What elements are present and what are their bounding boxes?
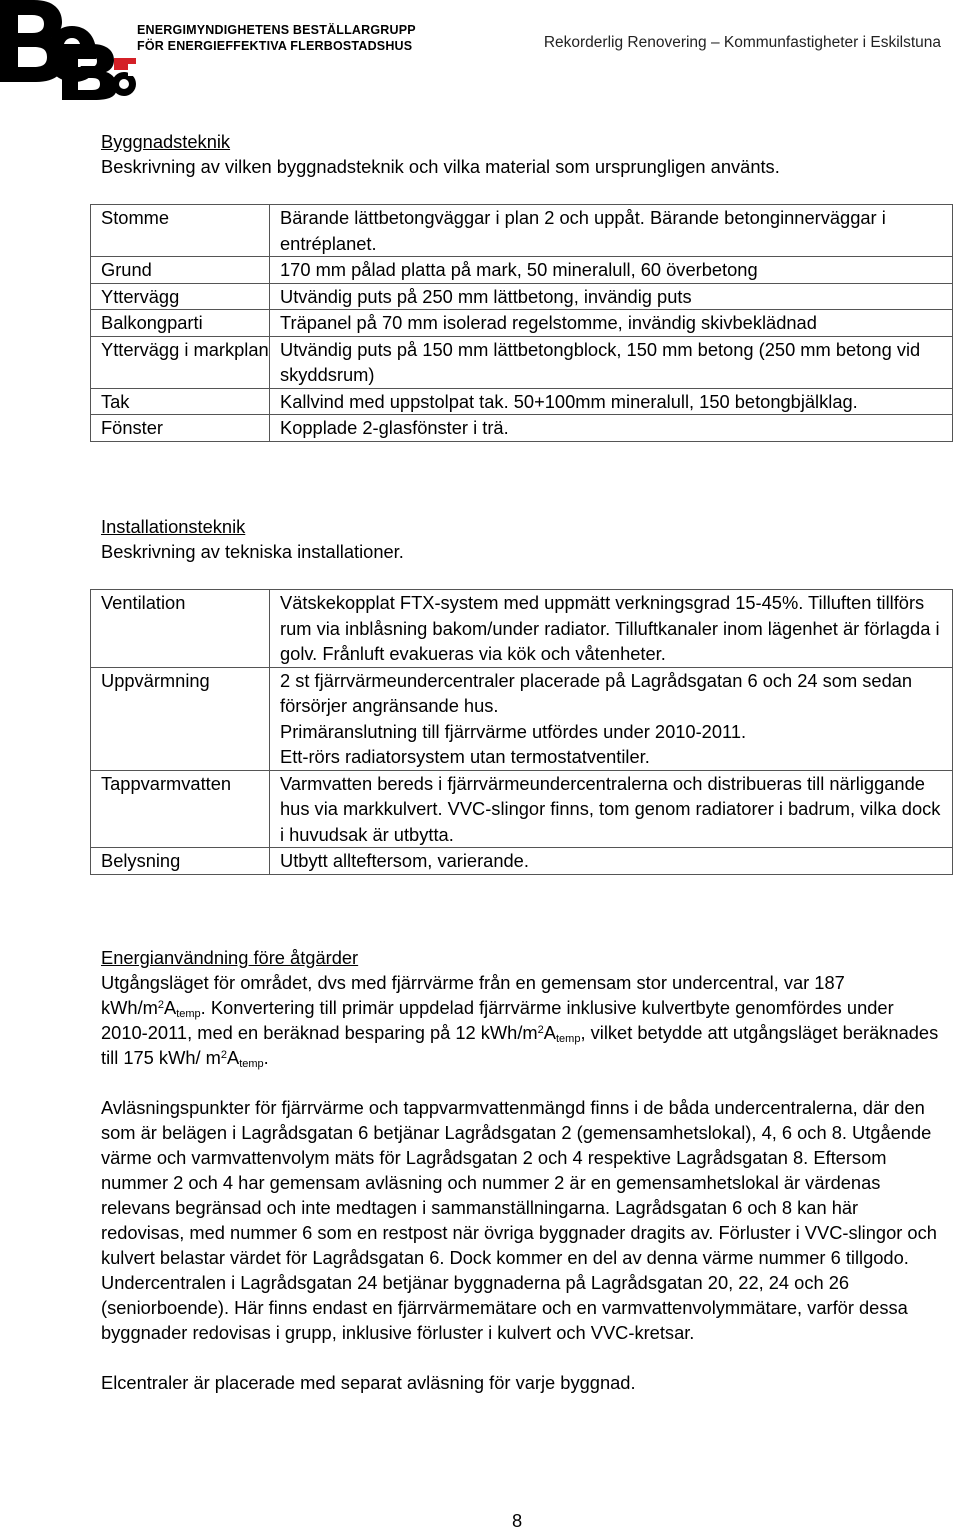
- row-value: Vätskekopplat FTX-system med uppmätt verkningsgrad 15-45%. Tilluften tillförs rum via inblåsning bakom/under radiator. Tilluftkanaler inom lägenhet är förlagda i golv. Frånluft evakueras via kök och våtenheter.: [270, 590, 953, 668]
- table-row: [91, 310, 953, 337]
- text-run: A: [164, 997, 177, 1018]
- row-value: Utbytt allteftersom, varierande.: [270, 848, 953, 875]
- org-line-1: ENERGIMYNDIGHETENS BESTÄLLARGRUPP: [137, 23, 416, 37]
- byggnad-table: [90, 204, 953, 442]
- row-label: Tappvarmvatten: [91, 770, 270, 848]
- row-label: Yttervägg: [91, 283, 270, 310]
- table-row: [91, 770, 953, 848]
- byggnad-heading: Byggnadsteknik: [101, 131, 231, 152]
- row-label: Tak: [91, 388, 270, 415]
- row-label: Ventilation: [91, 590, 270, 668]
- install-description: Beskrivning av tekniska installationer.: [101, 541, 404, 562]
- text-run: .: [263, 1047, 269, 1068]
- page-number: 8: [512, 1510, 523, 1531]
- table-row: [91, 590, 953, 668]
- energy-paragraph-1: [101, 970, 943, 1070]
- table-row: [91, 283, 953, 310]
- byggnad-description: Beskrivning av vilken byggnadsteknik och vilka material som ursprungligen använts.: [101, 156, 780, 177]
- energy-section: [101, 945, 943, 1395]
- row-value: Bärande lättbetongväggar i plan 2 och uppåt. Bärande betonginnerväggar i entréplanet.: [270, 205, 953, 257]
- row-label: Grund: [91, 257, 270, 284]
- text-run: Utgångsläget för området, dvs med fjärrvärme från en gemensam stor undercentral, var 187 kWh/m: [101, 972, 845, 1018]
- org-name: [137, 22, 416, 54]
- row-value: Utvändig puts på 150 mm lättbetongblock, 150 mm betong (250 mm betong vid skyddsrum): [270, 336, 953, 388]
- row-value: Varmvatten bereds i fjärrvärmeundercentralerna och distribueras till närliggande hus via markkulvert. VVC-slingor finns, tom genom radiatorer i badrum, vilka dock i huvudsak är utbytta.: [270, 770, 953, 848]
- table-row: [91, 205, 953, 257]
- text-run: A: [543, 1022, 556, 1043]
- row-value: 170 mm pålad platta på mark, 50 mineralull, 60 överbetong: [270, 257, 953, 284]
- row-label: Balkongparti: [91, 310, 270, 337]
- row-label: Stomme: [91, 205, 270, 257]
- superscript: 2: [537, 1024, 544, 1036]
- row-label: Uppvärmning: [91, 667, 270, 770]
- table-row: [91, 415, 953, 442]
- install-heading: Installationsteknik: [101, 516, 246, 537]
- row-value: Kallvind med uppstolpat tak. 50+100mm mineralull, 150 betongbjälklag.: [270, 388, 953, 415]
- row-label: Belysning: [91, 848, 270, 875]
- table-row: [91, 848, 953, 875]
- bebo-logo: [0, 0, 140, 100]
- energy-heading: Energianvändning före åtgärder: [101, 947, 359, 968]
- row-value: [270, 667, 953, 770]
- energy-paragraph-3: Elcentraler är placerade med separat avläsning för varje byggnad.: [101, 1372, 636, 1393]
- byggnad-section: [101, 129, 943, 179]
- table-row: [91, 667, 953, 770]
- row-value: Utvändig puts på 250 mm lättbetong, invändig puts: [270, 283, 953, 310]
- text-run: A: [227, 1047, 240, 1068]
- row-value: Kopplade 2-glasfönster i trä.: [270, 415, 953, 442]
- energy-paragraph-2: Avläsningspunkter för fjärrvärme och tappvarmvattenmängd finns i de båda undercentralerna, där den som är belägen i Lagrådsgatan 6 betjänar Lagrådsgatan 2 (gemensamhetslokal), 4, 6 och 8. Utgående värme och varmvattenvolym mäts för Lagrådsgatan 2 och 4 respektive Lagrådsgatan 8. Eftersom nummer 2 och 4 har gemensam avläsning och nummer 2 är en gemensamhetslokal är värdenas relevans begränsad och inte medtagen i sammanställningarna. Lagrådsgatan 6 och 8 kan här redovisas, med nummer 6 som en restpost när övriga byggnader dragits av. Förluster i VVC-slingor och kulvert belastar värdet för Lagrådsgatan 6. Dock kommer en del av denna värme nummer 6 tillgodo. Undercentralen i Lagrådsgatan 24 betjänar byggnaderna på Lagrådsgatan 20, 22, 24 och 26 (seniorboende). Här finns endast en fjärrvärmemätare och en varmvattenvolymmätare, varför dessa byggnader redovisas i grupp, inklusive förluster i kulvert och VVC-kretsar.: [101, 1097, 937, 1343]
- row-label: Yttervägg i markplan: [91, 336, 270, 388]
- value-line: Ett-rörs radiatorsystem utan termostatventiler.: [280, 746, 650, 767]
- superscript: 2: [157, 999, 164, 1011]
- org-line-2: FÖR ENERGIEFFEKTIVA FLERBOSTADSHUS: [137, 39, 413, 53]
- superscript: 2: [220, 1049, 227, 1061]
- text-run: , vilket betydde att utgångsläget beräknades till 175 kWh/ m: [101, 1022, 939, 1068]
- subscript: temp: [176, 1008, 201, 1020]
- document-title: Rekorderlig Renovering – Kommunfastigheter i Eskilstuna: [543, 34, 941, 51]
- subscript: temp: [239, 1058, 264, 1070]
- table-row: [91, 257, 953, 284]
- value-line: 2 st fjärrvärmeundercentraler placerade på Lagrådsgatan 6 och 24 som sedan försörjer angränsande hus.: [280, 669, 913, 716]
- row-label: Fönster: [91, 415, 270, 442]
- install-table: [90, 589, 953, 875]
- text-run: . Konvertering till primär uppdelad fjärrvärme inklusive kulvertbyte genomfördes under 2010-2011, med en beräknad besparing på 12 kWh/m: [101, 997, 894, 1043]
- install-section: [101, 514, 943, 564]
- table-row: [91, 336, 953, 388]
- table-row: [91, 388, 953, 415]
- row-value: Träpanel på 70 mm isolerad regelstomme, invändig skivbeklädnad: [270, 310, 953, 337]
- value-line: Primäranslutning till fjärrvärme utfördes under 2010-2011.: [280, 720, 747, 742]
- subscript: temp: [556, 1033, 581, 1045]
